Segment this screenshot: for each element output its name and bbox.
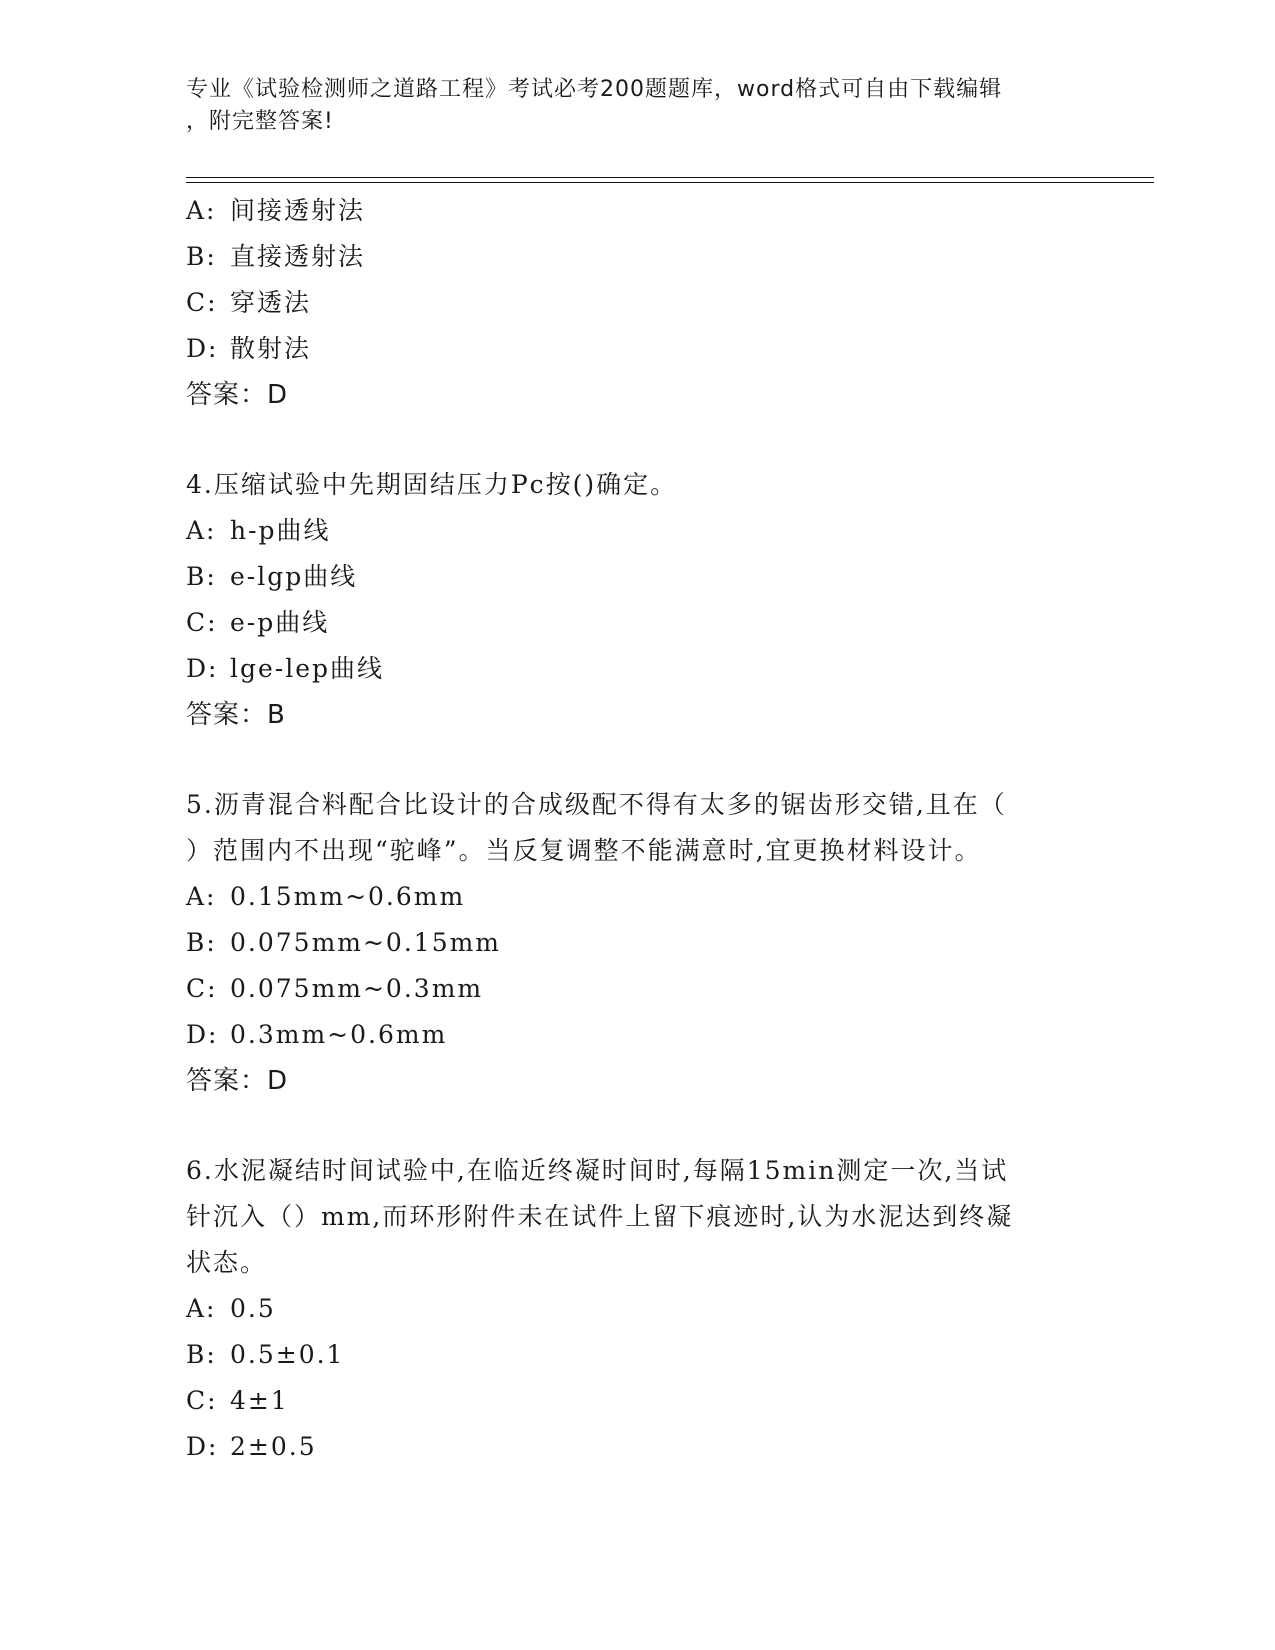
option-d [186, 1424, 1086, 1470]
option-b [186, 234, 1086, 280]
option-letter: A: [186, 516, 217, 545]
option-letter: D: [186, 334, 219, 363]
question-text: 4.压缩试验中先期固结压力Pc按()确定。 [186, 470, 678, 499]
question-text-line-3: 状态。 [186, 1248, 268, 1277]
option-a [186, 188, 1086, 234]
question-5 [186, 782, 1086, 1104]
header-divider-bottom [186, 182, 1154, 183]
option-letter: D: [186, 654, 219, 683]
option-c [186, 280, 1086, 326]
option-letter: C: [186, 1386, 218, 1415]
question-4 [186, 462, 1086, 738]
option-letter: B: [186, 562, 217, 591]
option-text: 4±1 [230, 1386, 289, 1415]
question-text-line-2: 针沉入（）mm,而环形附件未在试件上留下痕迹时,认为水泥达到终凝 [186, 1202, 1014, 1231]
spacer [186, 418, 1086, 462]
header-title-line-2: ，附完整答案! [186, 109, 334, 134]
option-letter: D: [186, 1020, 219, 1049]
option-text: 直接透射法 [230, 242, 366, 271]
option-text: 2±0.5 [230, 1432, 317, 1461]
option-d [186, 326, 1086, 372]
option-text: 0.075mm~0.3mm [230, 974, 484, 1003]
option-letter: C: [186, 974, 218, 1003]
answer-line: 答案：D [186, 1066, 289, 1096]
option-letter: B: [186, 1340, 217, 1369]
option-letter: A: [186, 196, 217, 225]
option-d [186, 646, 1086, 692]
spacer [186, 738, 1086, 782]
option-letter: A: [186, 1294, 217, 1323]
option-text: e-p曲线 [230, 608, 330, 637]
option-text: lge-lep曲线 [230, 654, 385, 683]
question-text-line-2: ）范围内不出现“驼峰”。当反复调整不能满意时,宜更换材料设计。 [186, 836, 982, 865]
option-c [186, 600, 1086, 646]
header-title-line-1: 专业《试验检测师之道路工程》考试必考200题题库，word格式可自由下载编辑 [186, 77, 1003, 102]
option-b [186, 554, 1086, 600]
option-text: 间接透射法 [230, 196, 366, 225]
option-letter: B: [186, 928, 217, 957]
option-text: 0.3mm~0.6mm [230, 1020, 448, 1049]
option-text: e-lgp曲线 [230, 562, 358, 591]
option-text: 0.5 [230, 1294, 276, 1323]
option-text: 0.075mm~0.15mm [230, 928, 502, 957]
question-3 [186, 188, 1086, 418]
option-letter: B: [186, 242, 217, 271]
spacer [186, 1104, 1086, 1148]
option-c [186, 1378, 1086, 1424]
document-header [186, 74, 1066, 138]
option-a [186, 874, 1086, 920]
option-text: 散射法 [230, 334, 312, 363]
option-text: 穿透法 [230, 288, 312, 317]
question-text-line-1: 5.沥青混合料配合比设计的合成级配不得有太多的锯齿形交错,且在（ [186, 790, 1007, 819]
answer-line: 答案：D [186, 380, 289, 410]
option-letter: D: [186, 1432, 219, 1461]
option-b [186, 1332, 1086, 1378]
option-letter: A: [186, 882, 217, 911]
option-text: 0.15mm~0.6mm [230, 882, 466, 911]
option-text: h-p曲线 [230, 516, 331, 545]
option-a [186, 508, 1086, 554]
option-text: 0.5±0.1 [230, 1340, 345, 1369]
option-d [186, 1012, 1086, 1058]
option-a [186, 1286, 1086, 1332]
option-c [186, 966, 1086, 1012]
header-divider-top [186, 177, 1154, 178]
question-6 [186, 1148, 1086, 1470]
question-text-line-1: 6.水泥凝结时间试验中,在临近终凝时间时,每隔15min测定一次,当试 [186, 1156, 1009, 1185]
answer-line: 答案：B [186, 700, 286, 730]
option-letter: C: [186, 288, 218, 317]
question-list [186, 188, 1086, 1470]
option-letter: C: [186, 608, 218, 637]
option-b [186, 920, 1086, 966]
